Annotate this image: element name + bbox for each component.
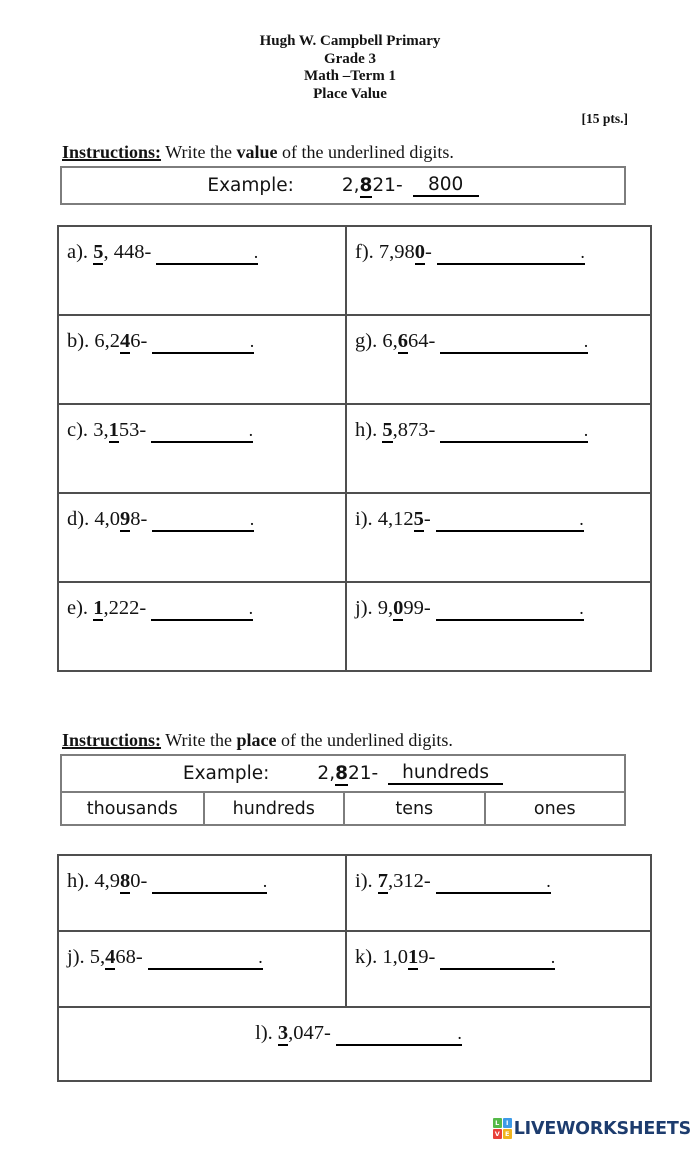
example-row — [62, 756, 624, 791]
underlined-digit: 8 — [119, 870, 131, 892]
answer-blank-c[interactable]: . — [151, 420, 253, 443]
answer-blank-e[interactable]: . — [151, 598, 253, 621]
problem-cell-i2 — [346, 855, 651, 931]
problem-label: e). — [67, 597, 89, 619]
problem-cell-e — [58, 582, 346, 671]
instructions-emphasis: value — [236, 142, 278, 162]
problem-number — [382, 330, 435, 354]
underlined-digit: 6 — [397, 330, 408, 352]
instructions-pre: Write the — [165, 142, 237, 162]
topic-line: Place Value — [313, 85, 387, 102]
number-before: 5, — [89, 946, 106, 968]
table-row — [58, 855, 651, 931]
number-after: ,222- — [103, 597, 147, 619]
problem-number — [93, 419, 146, 443]
problem-label: l). — [255, 1022, 273, 1044]
underlined-digit: 8 — [335, 763, 348, 784]
example-label: Example: — [182, 763, 270, 784]
problem-cell-g — [346, 315, 651, 404]
instructions-pre: Write the — [165, 730, 237, 750]
logo-square-e: E — [503, 1129, 512, 1139]
problem-label: i). — [355, 870, 373, 892]
liveworksheets-wordmark: LIVEWORKSHEETS — [513, 1118, 691, 1139]
problem-label: j). — [67, 946, 85, 968]
subject-line: Math –Term 1 — [304, 68, 396, 84]
liveworksheets-logo-icon — [493, 1118, 512, 1139]
problem-number — [378, 870, 431, 894]
answer-blank-l[interactable]: . — [336, 1023, 462, 1046]
section-value — [0, 142, 700, 672]
number-before: 3, — [93, 419, 109, 441]
problem-cell-d — [58, 493, 346, 582]
number-before: 7,98 — [378, 241, 415, 263]
instructions-label: Instructions: — [62, 730, 162, 750]
table-row — [58, 1007, 651, 1081]
underlined-digit: 8 — [359, 175, 373, 196]
underlined-digit: 5 — [413, 508, 424, 530]
underlined-digit: 0 — [414, 241, 426, 263]
table-row — [58, 315, 651, 404]
logo-square-v: V — [494, 1130, 500, 1138]
problem-label: a). — [67, 241, 89, 263]
number-before: 6, — [382, 330, 398, 352]
number-after: 0- — [130, 870, 148, 892]
problem-number — [382, 419, 435, 443]
problem-cell-c — [58, 404, 346, 493]
underlined-digit: 1 — [407, 946, 419, 968]
problem-number — [378, 508, 431, 532]
instructions-post: of the underlined digits. — [277, 142, 454, 162]
number-before: 9, — [377, 597, 394, 619]
word-bank-hundreds: hundreds — [203, 793, 344, 824]
number-after: 8- — [130, 508, 148, 530]
points-label: [15 pts.] — [581, 111, 628, 126]
problem-cell-i — [346, 493, 651, 582]
problem-cell-j — [346, 582, 651, 671]
problem-label: k). — [355, 946, 378, 968]
number-after: ,312- — [388, 870, 431, 892]
table-row — [58, 226, 651, 315]
underlined-digit: 1 — [108, 419, 119, 441]
number-before: 4,12 — [377, 508, 414, 530]
number-before: 6,2 — [94, 330, 120, 352]
problem-number — [94, 330, 147, 354]
grade-line: Grade 3 — [323, 50, 377, 67]
number-after: 21- — [347, 763, 379, 784]
problem-label: b). — [67, 330, 90, 352]
problem-label: g). — [355, 330, 378, 352]
answer-blank-i[interactable]: . — [436, 509, 584, 532]
underlined-digit: 0 — [393, 597, 404, 619]
problem-cell-h2 — [58, 855, 346, 931]
place-problems-table — [57, 854, 652, 1082]
problem-number — [278, 1022, 331, 1046]
number-before: 2, — [317, 763, 336, 784]
table-row — [58, 931, 651, 1007]
example-number — [317, 763, 378, 784]
answer-blank-j2[interactable]: . — [148, 947, 263, 970]
problem-number — [382, 946, 435, 970]
example-row — [62, 168, 624, 203]
instructions-label: Instructions: — [62, 142, 162, 162]
logo-square-i: I — [503, 1118, 512, 1128]
example-answer: hundreds — [388, 762, 503, 785]
problem-cell-a — [58, 226, 346, 315]
underlined-digit: 4 — [105, 946, 116, 968]
problem-number — [93, 597, 146, 621]
underlined-digit: 5 — [382, 419, 393, 441]
word-bank-ones: ones — [484, 793, 625, 824]
number-after: - — [425, 241, 432, 263]
problem-number — [93, 241, 151, 265]
problem-cell-k — [346, 931, 651, 1007]
number-before: 4,9 — [94, 870, 120, 892]
answer-blank-h2[interactable]: . — [152, 871, 267, 894]
school-name: Hugh W. Campbell Primary — [259, 33, 441, 49]
answer-blank-f[interactable]: . — [437, 242, 585, 265]
answer-blank-d[interactable]: . — [152, 509, 254, 532]
answer-blank-h[interactable]: . — [440, 420, 588, 443]
example-box-value — [60, 166, 626, 205]
problem-number — [379, 241, 432, 265]
number-after: ,873- — [392, 419, 436, 441]
value-problems-table — [57, 225, 652, 672]
problem-number — [94, 508, 147, 532]
instructions-place — [62, 730, 660, 751]
problem-label: i). — [355, 508, 373, 530]
table-row — [58, 493, 651, 582]
answer-blank-b[interactable]: . — [152, 331, 254, 354]
answer-blank-i2[interactable]: . — [436, 871, 551, 894]
problem-label: j). — [355, 597, 373, 619]
example-box-place — [60, 754, 626, 826]
number-after: 9- — [418, 946, 436, 968]
number-before: 2, — [341, 175, 360, 196]
answer-blank-g[interactable]: . — [440, 331, 588, 354]
problem-label: d). — [67, 508, 90, 530]
liveworksheets-footer — [493, 1118, 691, 1139]
underlined-digit: 3 — [277, 1022, 289, 1044]
problem-number — [94, 870, 147, 894]
underlined-digit: 4 — [119, 330, 131, 352]
problem-cell-f — [346, 226, 651, 315]
number-after: - — [423, 508, 431, 530]
number-after: 64- — [407, 330, 436, 352]
instructions-value — [62, 142, 660, 163]
number-after: 21- — [372, 175, 403, 196]
number-after: 53- — [118, 419, 147, 441]
answer-blank-k[interactable]: . — [440, 947, 555, 970]
underlined-digit: 1 — [93, 597, 104, 619]
section-place — [0, 730, 700, 1082]
problem-label: f). — [355, 241, 374, 263]
problem-cell-b — [58, 315, 346, 404]
problem-label: h). — [67, 870, 90, 892]
problem-cell-h — [346, 404, 651, 493]
table-row — [58, 404, 651, 493]
table-row — [58, 582, 651, 671]
number-after: ,047- — [288, 1022, 331, 1044]
problem-label: c). — [67, 419, 89, 441]
number-after: , 448- — [103, 241, 152, 263]
problem-number — [90, 946, 143, 970]
number-after: 99- — [403, 597, 431, 619]
answer-blank-a[interactable]: . — [156, 242, 258, 265]
number-before: 1,0 — [382, 946, 408, 968]
answer-blank-j[interactable]: . — [436, 598, 584, 621]
problem-cell-j2 — [58, 931, 346, 1007]
underlined-digit: 7 — [377, 870, 389, 892]
problem-label: h). — [355, 419, 378, 441]
logo-square-l: L — [493, 1118, 502, 1128]
problem-cell-l — [58, 1007, 651, 1081]
instructions-post: of the underlined digits. — [276, 730, 453, 750]
word-bank — [62, 791, 624, 824]
word-bank-tens: tens — [343, 793, 484, 824]
example-number — [342, 175, 403, 196]
number-after: 68- — [115, 946, 143, 968]
number-after: 6- — [130, 330, 148, 352]
underlined-digit: 9 — [119, 508, 131, 530]
number-before: 4,0 — [94, 508, 120, 530]
worksheet-header — [0, 0, 700, 103]
example-answer: 800 — [413, 174, 479, 197]
instructions-emphasis: place — [236, 730, 277, 750]
example-label: Example: — [207, 175, 294, 196]
underlined-digit: 5 — [93, 241, 104, 263]
problem-number — [378, 597, 431, 621]
word-bank-thousands: thousands — [86, 798, 178, 819]
